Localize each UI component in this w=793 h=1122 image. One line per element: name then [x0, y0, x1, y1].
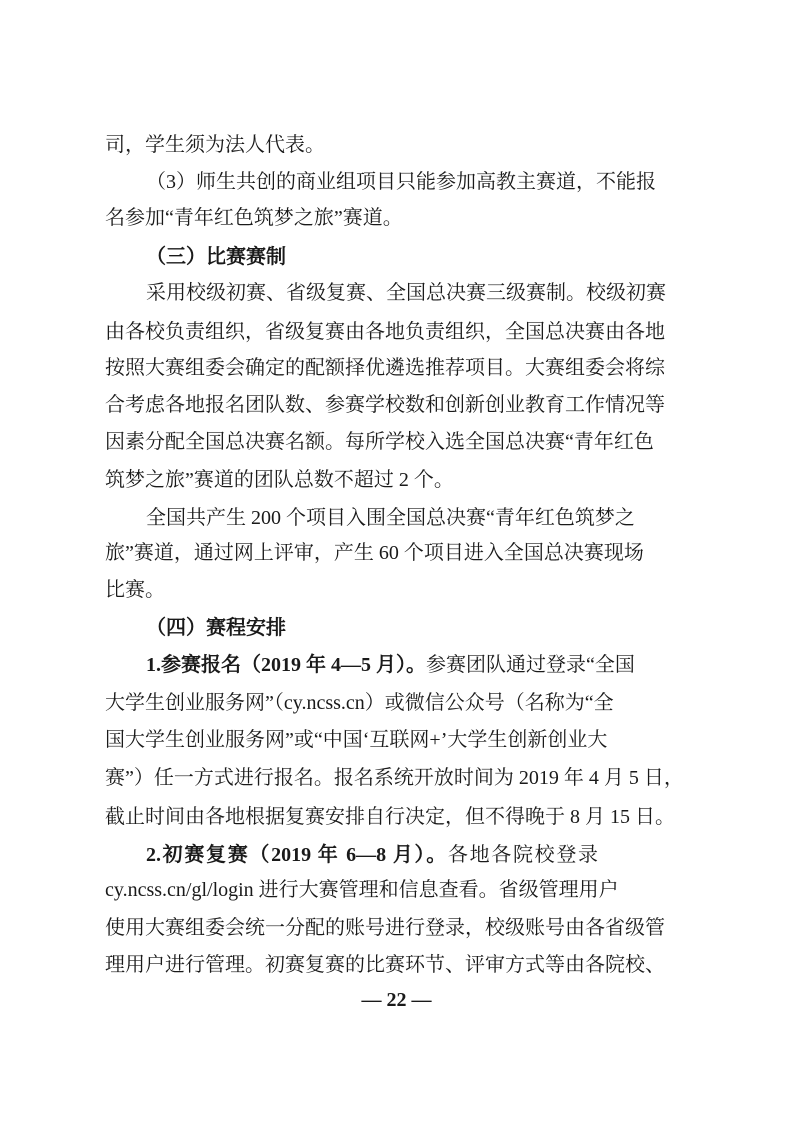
heading-text: （四）赛程安排	[146, 617, 286, 639]
line-text: 合考虑各地报名团队数、参赛学校数和创新创业教育工作情况等	[105, 394, 665, 416]
body-line	[105, 282, 666, 304]
line-text: 赛”）任一方式进行报名。报名系统开放时间为 2019 年 4 月 5 日，	[105, 767, 684, 789]
body-line	[105, 654, 635, 676]
body-line	[105, 357, 665, 379]
body-line	[105, 729, 608, 751]
body-line	[105, 879, 619, 901]
line-text: 国大学生创业服务网”或“中国‘互联网+’大学生创新创业大	[105, 729, 608, 751]
line-text: 名参加“青年红色筑梦之旅”赛道。	[105, 207, 403, 229]
line-text: 比赛。	[105, 579, 165, 601]
body-line	[105, 542, 644, 564]
section-heading	[105, 246, 598, 268]
body-line	[105, 692, 614, 714]
line-text: （3）师生共创的商业组项目只能参加高教主赛道，不能报	[146, 171, 656, 193]
line-text: 由各校负责组织，省级复赛由各地负责组织，全国总决赛由各地	[105, 321, 665, 343]
body-line	[105, 806, 675, 828]
heading-text: （三）比赛赛制	[146, 246, 286, 268]
line-text: 大学生创业服务网”（cy.ncss.cn）或微信公众号（名称为“全	[105, 692, 614, 714]
line-text: 理用户进行管理。初赛复赛的比赛环节、评审方式等由各院校、	[105, 954, 665, 976]
body-line	[105, 917, 665, 939]
line-text: 筑梦之旅”赛道的团队总数不超过 2 个。	[105, 469, 454, 491]
line-text: 全国共产生 200 个项目入围全国总决赛“青年红色筑梦之	[146, 507, 635, 529]
body-line	[105, 394, 665, 416]
subheading-text: 1.参赛报名（2019 年 4—5 月）。	[146, 654, 426, 676]
body-line	[105, 507, 635, 529]
body-line	[105, 469, 598, 491]
line-text: cy.ncss.cn/gl/login 进行大赛管理和信息查看。省级管理用户	[105, 879, 619, 901]
subheading-text: 2.初赛复赛（2019 年 6—8 月）。	[146, 844, 448, 866]
line-text: 截止时间由各地根据复赛安排自行决定，但不得晚于 8 月 15 日。	[105, 806, 675, 828]
line-text: 参赛团队通过登录“全国	[426, 654, 635, 676]
body-line	[105, 767, 684, 789]
body-line	[105, 954, 665, 976]
body-line	[105, 579, 598, 601]
line-text: 使用大赛组委会统一分配的账号进行登录，校级账号由各省级管	[105, 917, 665, 939]
body-line	[105, 321, 665, 343]
line-text: 司，学生须为法人代表。	[105, 134, 325, 156]
line-text: 旅”赛道，通过网上评审，产生 60 个项目进入全国总决赛现场	[105, 542, 644, 564]
body-line	[105, 844, 598, 866]
line-text: 采用校级初赛、省级复赛、全国总决赛三级赛制。校级初赛	[146, 282, 666, 304]
body-line	[105, 207, 598, 229]
body-line	[105, 134, 598, 156]
line-text: 各地各院校登录	[447, 844, 599, 866]
body-line	[105, 171, 656, 193]
section-heading	[105, 617, 598, 639]
page-number: — 22 —	[361, 989, 432, 1011]
line-text: 因素分配全国总决赛名额。每所学校入选全国总决赛“青年红色	[105, 431, 654, 453]
body-line	[105, 431, 654, 453]
line-text: 按照大赛组委会确定的配额择优遴选推荐项目。大赛组委会将综	[105, 357, 665, 379]
